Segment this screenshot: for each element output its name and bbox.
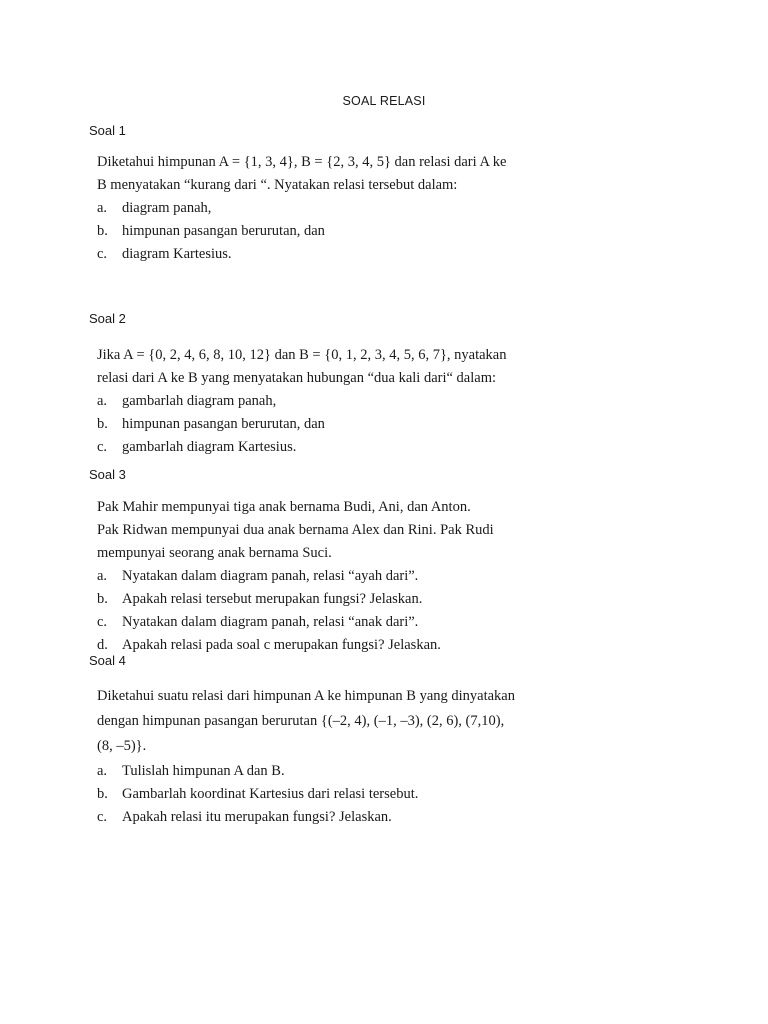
item-label: d.	[97, 637, 108, 653]
soal-3-intro-line: Pak Mahir mempunyai tiga anak bernama Budi, Ani, dan Anton.	[97, 499, 471, 515]
item-label: b.	[97, 223, 108, 239]
soal-4-item-c	[97, 806, 523, 829]
soal-2-body	[97, 344, 523, 459]
soal-2-item-b	[97, 413, 523, 436]
soal-2-item-c	[97, 436, 523, 459]
item-label: a.	[97, 200, 108, 216]
item-text: Tulislah himpunan A dan B.	[122, 763, 285, 779]
item-text: diagram panah,	[122, 200, 212, 216]
item-label: a.	[97, 763, 108, 779]
soal-4-item-a	[97, 760, 523, 783]
soal-2-heading: Soal 2	[89, 311, 126, 326]
soal-3-intro-line: mempunyai seorang anak bernama Suci.	[97, 545, 332, 561]
soal-3-body	[97, 496, 523, 657]
soal-1-item-b	[97, 220, 523, 243]
item-label: c.	[97, 614, 108, 630]
soal-1-body	[97, 151, 523, 266]
soal-3-item-b	[97, 588, 523, 611]
soal-4-body	[97, 684, 523, 829]
soal-3-intro-line: Pak Ridwan mempunyai dua anak bernama Alex dan Rini. Pak Rudi	[97, 522, 494, 538]
soal-2-intro-line: relasi dari A ke B yang menyatakan hubungan “dua kali dari“ dalam:	[97, 370, 497, 386]
soal-1-item-c	[97, 243, 523, 266]
item-label: b.	[97, 416, 108, 432]
soal-4-item-b	[97, 783, 523, 806]
soal-4-intro-line: Diketahui suatu relasi dari himpunan A ke himpunan B yang dinyatakan	[97, 688, 515, 704]
soal-4-intro-line: (8, –5)}.	[97, 738, 147, 754]
item-label: a.	[97, 568, 108, 584]
soal-1-intro-line: Diketahui himpunan A = {1, 3, 4}, B = {2, 3, 4, 5} dan relasi dari A ke	[97, 154, 507, 170]
soal-1-item-a	[97, 197, 523, 220]
item-text: himpunan pasangan berurutan, dan	[122, 223, 325, 239]
item-label: a.	[97, 393, 108, 409]
page-title: SOAL RELASI	[342, 94, 426, 108]
item-text: Nyatakan dalam diagram panah, relasi “ayah dari”.	[122, 568, 419, 584]
soal-3-item-a	[97, 565, 523, 588]
soal-3-item-c	[97, 611, 523, 634]
soal-1-intro-line: B menyatakan “kurang dari “. Nyatakan relasi tersebut dalam:	[97, 177, 458, 193]
item-label: b.	[97, 786, 108, 802]
soal-4-heading: Soal 4	[89, 653, 126, 668]
item-label: b.	[97, 591, 108, 607]
item-text: Apakah relasi pada soal c merupakan fungsi? Jelaskan.	[122, 637, 441, 653]
item-label: c.	[97, 439, 108, 455]
item-text: Gambarlah koordinat Kartesius dari relasi tersebut.	[122, 786, 419, 802]
soal-2-intro-line: Jika A = {0, 2, 4, 6, 8, 10, 12} dan B = {0, 1, 2, 3, 4, 5, 6, 7}, nyatakan	[97, 347, 507, 363]
item-text: gambarlah diagram Kartesius.	[122, 439, 297, 455]
item-text: Apakah relasi tersebut merupakan fungsi? Jelaskan.	[122, 591, 423, 607]
item-text: Nyatakan dalam diagram panah, relasi “anak dari”.	[122, 614, 419, 630]
item-text: Apakah relasi itu merupakan fungsi? Jelaskan.	[122, 809, 392, 825]
soal-3-item-d	[97, 634, 523, 657]
item-text: gambarlah diagram panah,	[122, 393, 277, 409]
soal-2-item-a	[97, 390, 523, 413]
soal-3-heading: Soal 3	[89, 467, 126, 482]
item-text: diagram Kartesius.	[122, 246, 232, 262]
item-text: himpunan pasangan berurutan, dan	[122, 416, 325, 432]
item-label: c.	[97, 246, 108, 262]
soal-4-intro-line: dengan himpunan pasangan berurutan {(–2, 4), (–1, –3), (2, 6), (7,10),	[97, 713, 505, 729]
item-label: c.	[97, 809, 108, 825]
soal-1-heading: Soal 1	[89, 123, 126, 138]
